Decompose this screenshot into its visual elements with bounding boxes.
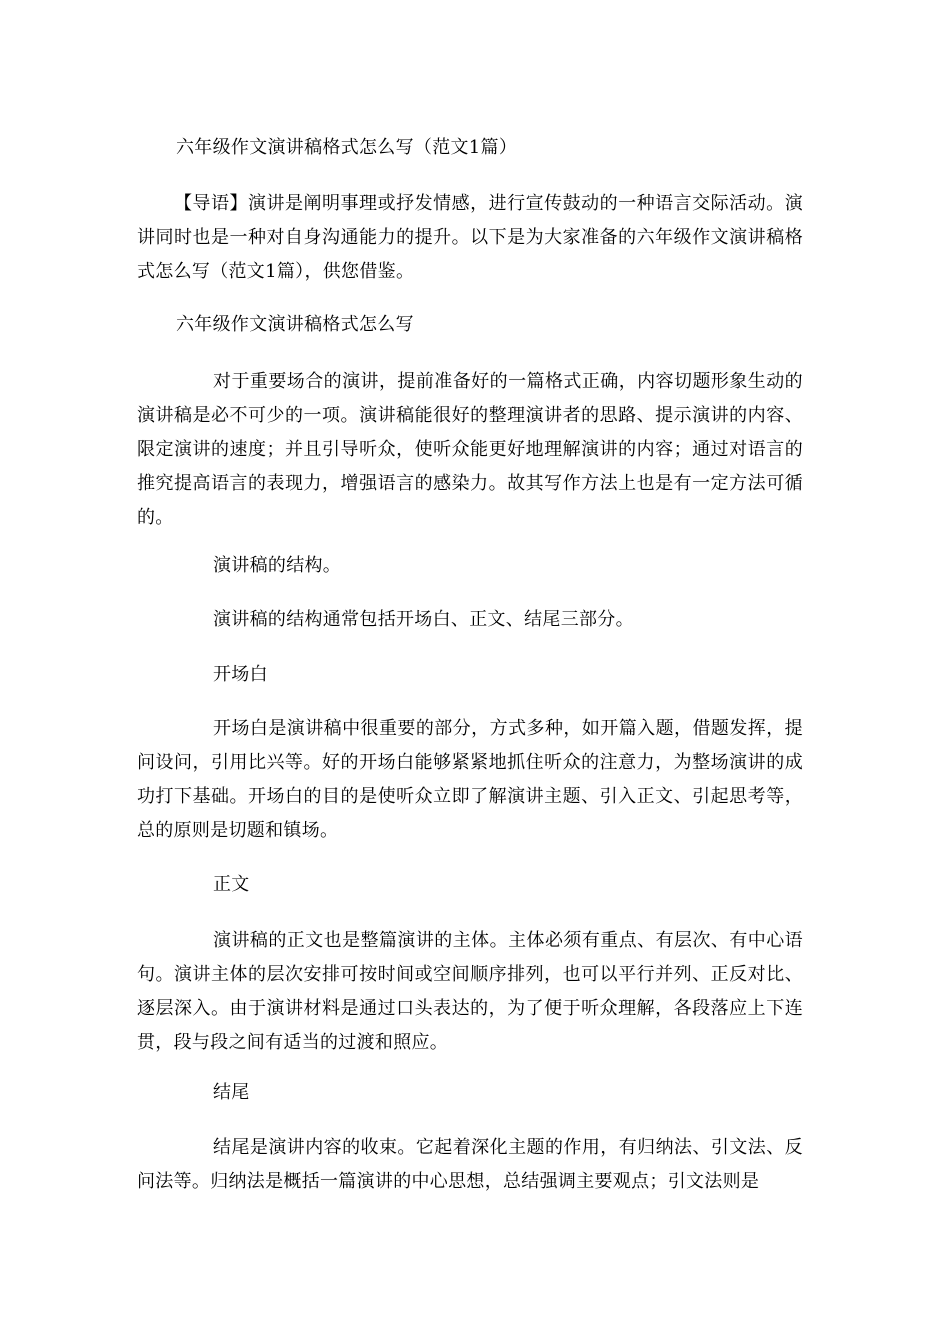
paragraph-opening: 开场白是演讲稿中很重要的部分，方式多种，如开篇入题，借题发挥，提问设问，引用比兴等。好的开场白能够紧紧地抓住听众的注意力，为整场演讲的成功打下基础。开场白的目的是使听众立即了解演讲主题、引入正文、引起思考等，总的原则是切题和镇场。 — [137, 718, 803, 841]
heading-structure: 演讲稿的结构。 — [213, 555, 342, 576]
heading-body: 正文 — [213, 874, 250, 895]
heading-ending: 结尾 — [213, 1082, 250, 1103]
paragraph-structure: 演讲稿的结构通常包括开场白、正文、结尾三部分。 — [213, 609, 634, 630]
paragraph-ending: 结尾是演讲内容的收束。它起着深化主题的作用，有归纳法、引文法、反问法等。归纳法是概括一篇演讲的中心思想，总结强调主要观点；引文法则是 — [137, 1137, 803, 1192]
subtitle: 六年级作文演讲稿格式怎么写 — [176, 314, 414, 335]
intro-paragraph: 【导语】演讲是阐明事理或抒发情感，进行宣传鼓动的一种语言交际活动。演讲同时也是一种对自身沟通能力的提升。以下是为大家准备的六年级作文演讲稿格式怎么写（范文1篇），供您借鉴。 — [137, 193, 803, 282]
paragraph-body: 演讲稿的正文也是整篇演讲的主体。主体必须有重点、有层次、有中心语句。演讲主体的层次安排可按时间或空间顺序排列，也可以平行并列、正反对比、逐层深入。由于演讲材料是通过口头表达的，为了便于听众理解，各段落应上下连贯，段与段之间有适当的过渡和照应。 — [137, 930, 803, 1053]
heading-opening: 开场白 — [213, 664, 268, 685]
paragraph-intro-speech: 对于重要场合的演讲，提前准备好的一篇格式正确，内容切题形象生动的演讲稿是必不可少的一项。演讲稿能很好的整理演讲者的思路、提示演讲的内容、限定演讲的速度；并且引导听众，使听众能更好地理解演讲的内容；通过对语言的推究提高语言的表现力，增强语言的感染力。故其写作方法上也是有一定方法可循的。 — [137, 371, 803, 528]
document-title: 六年级作文演讲稿格式怎么写（范文1篇） — [176, 137, 518, 158]
